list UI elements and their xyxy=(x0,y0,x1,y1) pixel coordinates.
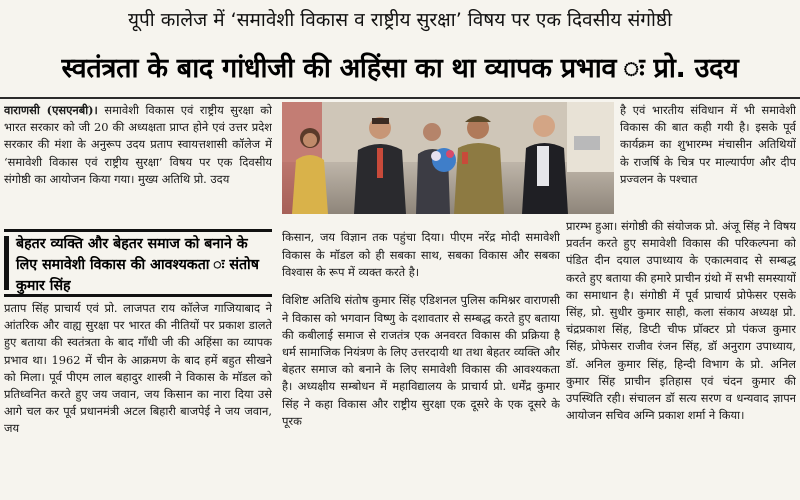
event-photo xyxy=(282,102,614,214)
article-column-2 xyxy=(282,218,560,498)
article-paragraph: किसान, जय विज्ञान तक पहुंचा दिया। पीएम नरेंद्र मोदी समावेशी विकास के मॉडल को ही सबका साथ, सबका विकास और सबका विश्वास के रूप में व्यक्त करते है। xyxy=(282,230,560,279)
article-column-1-bottom: प्रताप सिंह प्राचार्य एवं प्रो. लाजपत राय कॉलेज गाजियाबाद ने आंतरिक और वाह्य सुरक्षा पर भारत की नीतियों पर प्रकाश डालते हुए बताया की स्वतंत्रता के बाद गाँधी जी की अहिंसा का व्यापक प्रभाव था। 1962 में चीन के आक्रमण के बाद हमें बहुत सीखने को मिला। पूर्व पीएम लाल बहादुर शास्त्री ने विकास के मॉडल को प्रतिध्वनित करते हुए जय जवान, जय किसान का नारा दिया उसे आगे चल कर पूर्व प्रधानमंत्री अटल बिहारी बाजपेई ने जय जवान, जय xyxy=(4,301,272,436)
subhead-bar xyxy=(4,236,9,290)
headline-rule xyxy=(0,97,800,99)
kicker-headline: यूपी कालेज में ‘समावेशी विकास व राष्ट्रीय सुरक्षा’ विषय पर एक दिवसीय संगोष्ठी xyxy=(127,9,673,31)
article-column-1-top xyxy=(4,102,272,226)
article-paragraph: विशिष्ट अतिथि संतोष कुमार सिंह एडिशनल पुलिस कमिश्नर वाराणसी ने विकास को भगवान विष्णु के दशावतार से सम्बद्ध करते हुए बताया की कबीलाई समाज से राजतंत्र एक अनवरत विकास की प्रक्रिया है धर्म सामाजिक नियंत्रण के लिए उत्तरदायी था तथा बेहतर व्यक्ति और बेहतर समाज को बनाने के लिए समावेशी विकास की आवश्यकता है। अध्यक्षीय सम्बोधन में महाविद्यालय के प्राचार्य प्रो. धर्मेंद्र कुमार सिंह ने कहा विकास और राष्ट्रीय सुरक्षा एक दूसरे के एक दूसरे के पूरक xyxy=(282,293,560,428)
article-text-intro: समावेशी विकास एवं राष्ट्रीय सुरक्षा को भारत सरकार को जी 20 की अध्यक्षता प्राप्त होने एवं उत्तर प्रदेश सरकार की मंशा के अनुरूप उदय प्रताप स्वायत्तशासी कॉलेज में ‘समावेशी विकास एवं राष्ट्रीय सुरक्षा’ विषय पर एक दिवसीय संगोष्ठी का आयोजन किया गया। मुख्य अतिथि प्रो. उदय xyxy=(4,103,272,186)
event-photo-illustration xyxy=(282,102,614,214)
article-column-3-bottom: प्रारम्भ हुआ। संगोष्ठी की संयोजक प्रो. अंजू सिंह ने विषय प्रवर्तन करते हुए समावेशी विकास की परिकल्पना को पंडित दीन दयाल उपाध्याय के एकात्मवाद से सम्बद्ध करते हुए बताया की हमारे प्राचीन ग्रंथो में सभी समस्यायों का समाधान है। संगोष्ठी में पूर्व प्राचार्य प्रोफेसर एसके सिंह, प्रो. सुधीर कुमार साही, कला संकाय अध्यक्ष प्रो. चंद्रप्रकाश सिंह, डिप्टी चीफ प्रॉक्टर प्रो पंकज कुमार सिंह, प्रोफेसर राजीव रंजन सिंह, डॉ अनुराग उपाध्याय, डॉ. अनिल कुमार सिंह, हिन्दी विभाग के प्रो. अनिल कुमार सिंह प्राचीन इतिहास एवं चंदन कुमार की उपस्थिति रही। संचालन डॉ सत्य सरण व धन्यवाद ज्ञापन आयोजन सचिव अग्नि प्रकाश शर्मा ने किया। xyxy=(566,219,796,423)
subheadline-box xyxy=(4,229,272,297)
dateline: वाराणसी (एसएनबी)। xyxy=(4,103,98,117)
article-column-3-top: है एवं भारतीय संविधान में भी समावेशी विकास की बात कही गयी है। इसके पूर्व कार्यक्रम का शुभारम्भ मंचासीन अतिथियों के राजर्षि के चित्र पर माल्यार्पण और दीप प्रज्वलन के पश्चात xyxy=(620,103,796,186)
main-headline: स्वतंत्रता के बाद गांधीजी की अहिंसा का था व्यापक प्रभाव ः प्रो. उदय xyxy=(61,53,739,84)
subheadline: बेहतर व्यक्ति और बेहतर समाज को बनाने के लिए समावेशी विकास की आवश्यकता ः संतोष कुमार सिंह xyxy=(16,236,259,294)
